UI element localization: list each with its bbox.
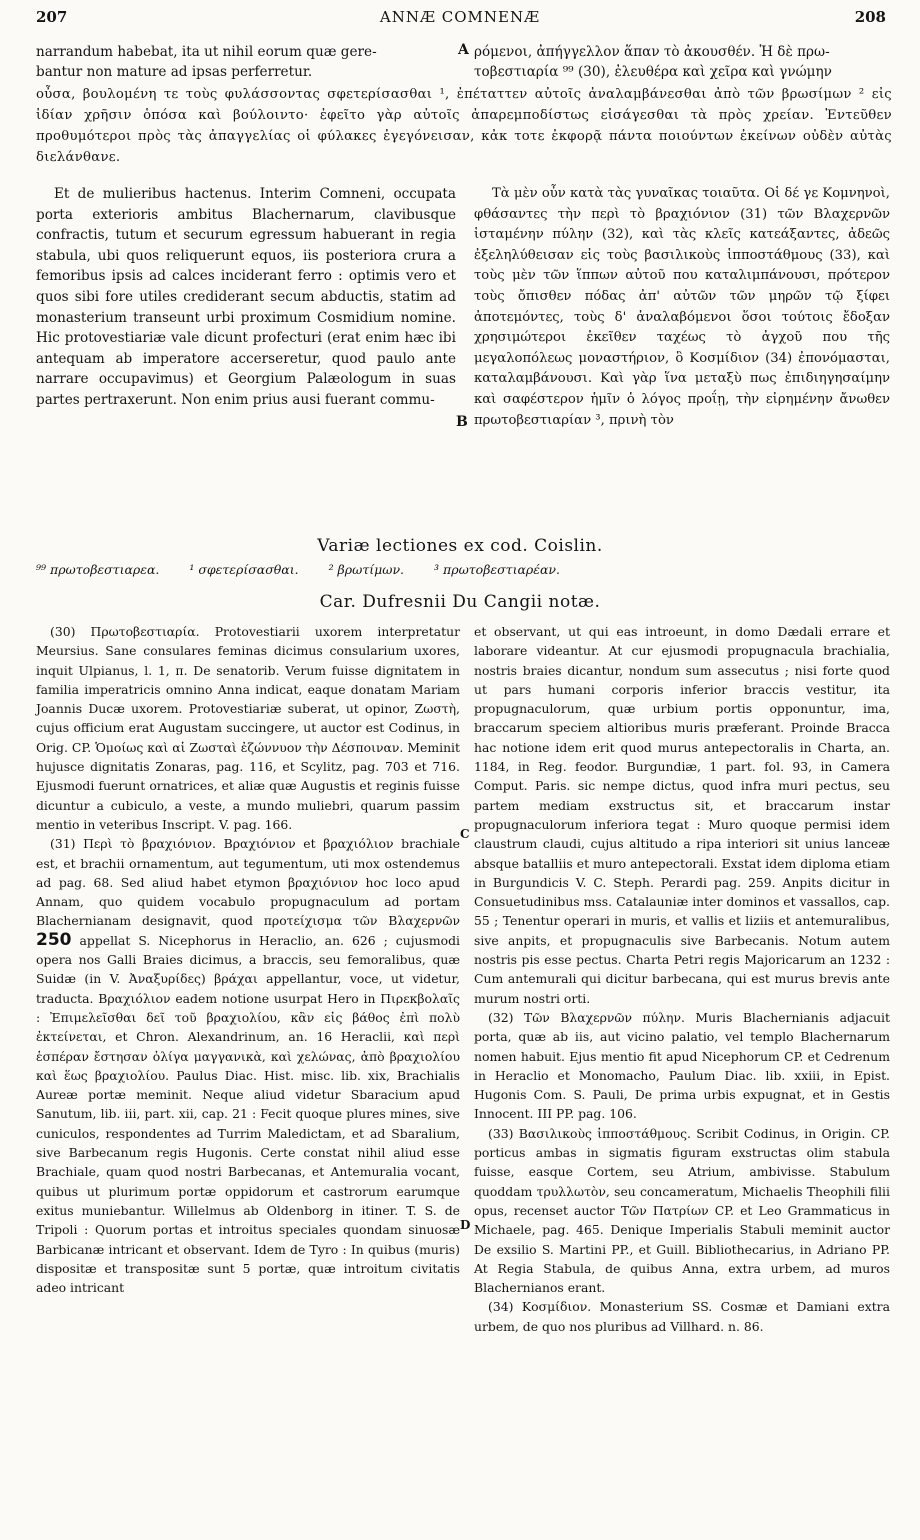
greek-paragraph: Τὰ μὲν οὖν κατὰ τὰς γυναῖκας τοιαῦτα. Οἱ δέ γε Κομνηνοὶ, φθάσαντες τὴν περὶ τὸ βραχιόνιον (31) τῶν Βλαχερνῶν ἱσταμένην πύλην (32), καὶ τὰς κλεῖς κατεάξαντες, ἀδεῶς ἐξεληλύθεισαν εἰς τοὺς βασιλικοὺς ἱπποστάθμους (33), καὶ τοὺς μὲν τῶν ἵππων αὐτοῦ που καταλιμπάνουσι, πρότερον τοὺς ὄπισθεν πόδας ἀπ' αὐτῶν τῶν μηρῶν τῷ ξίφει ἀποτεμόντες, τοὺς δ' ἀναλαβόμενοι ὅσοι τούτοις ἔδοξαν χρησιμώτεροι ἐκεῖθεν ταχέως τὸ ἀγχοῦ που τῆς μεγαλοπόλεως μοναστήριον, ὃ Κοσμίδιον (34) ἐπονόμασται, καταλαμβάνουσι. Καὶ γὰρ ἵνα μεταξὺ πως ἐπιδιηγησαίμην καὶ σαφέστερον ἡμῖν ὁ λόγος προΐῃ, τὴν εἰρημένην ἄνωθεν πρωτοβεστιαρίαν ³, πρινὴ τὸν	[474, 186, 890, 428]
variae-item: ⁹⁹ πρωτοβεστιαρεα.	[36, 562, 160, 577]
note-33: (33) Βασιλικοὺς ἱπποστάθμους. Scribit Codinus, in Origin. CP. porticus ambas in sigmatis figuram exstructas olim stabula fuisse, easque Cortem, seu Atrium, ambivisse. Stabulum quoddam τρυλλωτὸν, seu concameratum, Michaelis Theophili filii opus, recenset auctor Τῶν Πατρίων CP. et Leo Grammaticus in Michaele, pag. 465. Denique Imperialis Stabuli meminit auctor De exsilio S. Martini PP., et Guill. Bibliothecarius, in Adriano PP. At Regia Stabula, de quibus Anna, extra urbem, ad muros Blachernianos erant.	[474, 1125, 890, 1296]
margin-letter-c: C	[460, 827, 470, 841]
variae-item: ³ πρωτοβεστιαρέαν.	[434, 562, 560, 577]
variae-title: Variæ lectiones ex cod. Coislin.	[317, 536, 603, 556]
greek-main	[474, 184, 890, 431]
greek-top	[474, 42, 890, 82]
greek-line: τοβεστιαρία ⁹⁹ (30), ἐλευθέρα καὶ χεῖρα καὶ γνώμην	[474, 64, 832, 80]
latin-paragraph: Et de mulieribus hactenus. Interim Comneni, occupata porta exterioris ambitus Blachernarum, clavibusque confractis, tutum et securum egressum habuerant in regia stabula, ubi quos reliquerunt equos, iis posteriora crura a femoribus ipsis ad calces inciderant ferro : optimis vero et quos sibi fore utiles crediderant secum abductis, statim ad monasterium transeunt urbi proximum Cosmidium nomine. Hic protovestiariæ vale dicunt profecturi (erat enim hæc ibi antequam ab imperatore accerseretur, quod paulo ante narrare occupavimus) et Georgium Palæologum in suas partes pertraxerunt. Non enim prius ausi fuerant commu-	[36, 186, 456, 408]
latin-line: narrandum habebat, ita ut nihil eorum quæ gere-	[36, 44, 377, 60]
variae-item: ² βρωτίμων.	[328, 562, 405, 577]
page-header	[0, 4, 920, 28]
page-number-right: 208	[854, 8, 886, 26]
greek-paragraph: οὖσα, βουλομένη τε τοὺς φυλάσσοντας σφετερίσασθαι ¹, ἐπέταττεν αὐτοῖς ἀναλαμβάνεσθαι ἀπὸ τῶν βρωσίμων ² εἰς ἰδίαν χρῆσιν ὁπόσα καὶ βούλοιντο· ἐφεῖτο γὰρ αὐτοῖς ἀπαρεμποδίστως εἰσάγεσθαι τὰ πρὸς χρείαν. Ἐντεῦθεν προθυμότεροι πρὸς τὰς ἀπαγγελίας οἱ φύλακες ἐγεγόνεισαν, κἀκ τοτε ἐκφορᾷ πάντα ποιούντων ἐκείνων οὐδὲν αὐτὰς διελάνθανε.	[36, 87, 892, 165]
running-title: ANNÆ COMNENÆ	[379, 8, 541, 26]
margin-letter-b: B	[456, 414, 468, 430]
note-31-continued: et observant, ut qui eas introeunt, in domo Dædali errare et laborare videantur. At cur ejusmodi propugnacula brachialia, nostris braies dicantur, nondum sum assecutus ; nisi forte quod ut pars humani corporis inferior braccis vestitur, ita propugnaculorum, quæ urbium portis opponuntur, ima, braccarum speciem altioribus muris præferant. Proinde Bracca hac notione idem erit quod murus antepectoralis in Charta, an. 1184, in Reg. feodor. Burgundiæ, 1 part. fol. 93, in Camera Comput. Paris. sic nempe dictus, quod infra muri pectus, seu partem mediam exstructus sit, et braccarum instar propugnaculorum inferiora tegat : Muro quoque permisi idem claustrum claudi, cujus altitudo a ripa interiori sit unius lanceæ absque batalliis et muro antepectorali. Exstat idem diploma etiam in Burgundicis V. C. Steph. Perardi pag. 259. Anpits dicitur in Consuetudinibus mss. Catalauniæ inter dominos et vassallos, cap. 55 ; Tenentur operari in muris, et vallis et liziis et antemuralibus, sive anpits, et propugnaculis sive Barbecanis. Notum autem nostris pis esse pectus. Charta Petri regis Majoricarum an 1232 : Cum antemurali qui dicitur barbecana, qui est murus brevis ante murum nostri orti.	[474, 624, 890, 1006]
variae-list	[36, 562, 896, 577]
note-30: (30) Πρωτοβεστιαρία. Protovestiarii uxorem interpretatur Meursius. Sane consulares feminas dicimus consularium uxores, inquit Ulpianus, l. 1, π. De senatorib. Verum fuisse dignitatem in familia imperatricis omnino Anna indicat, eaque donatam Mariam Joannis Ducæ uxorem. Protovestiariæ suberat, ut opinor, Ζωστὴ, cujus officium erat Augustam succingere, ut auctor est Codinus, in Orig. CP. Ὁμοίως καὶ αἱ Ζωσταὶ ἐζώννυον τὴν Δέσποιναν. Meminit hujusce dignitatis Zonaras, pag. 116, et Scylitz, pag. 703 et 716. Ejusmodi fuerunt ornatrices, et aliæ quæ Augustis et reginis fuisse dicuntur a cubiculo, a veste, a mundo muliebri, quarum passim mentio in veteribus Inscript. V. pag. 166.	[36, 624, 460, 832]
note-31-part2: appellat S. Nicephorus in Heraclio, an. 626 ; cujusmodi opera nos Galli Braies dicimus, a braccis, seu femoralibus, quæ Suidæ (in V. Ἀναξυρίδες) βράχαι appellantur, voce, ut videtur, traducta. Βραχιόλιον eadem notione usurpat Hero in Πιρεκβολαῖς : Ἐπιμελεῖσθαι δεῖ τοῦ βραχιολίου, κἂν εἰς βάθος ἐπὶ πολὺ ἐκτείνεται, et Chron. Alexandrinum, an. 16 Heraclii, καὶ περὶ ἑσπέραν ἔστησαν ὀλίγα μαγγανικὰ, καὶ χελώνας, ἀπὸ βραχιολίου καὶ ἕως βραχιολίου. Paulus Diac. Hist. misc. lib. xix, Brachialis Aureæ portæ meminit. Neque aliud videtur Sbaracium apud Sanutum, lib. iii, part. xii, cap. 21 : Fecit quoque plures mines, sive cuniculos, respondentes ad Turrim Maledictam, et ad Sbaralium, sive Barbecanum regis Hugonis. Certe constat nihil aliud esse Brachiale, quam quod nostri Barbecanas, et Antemuralia vocant, quibus ut plurimum portæ oppidorum et castrorum earumque exitus muniebantur. Willelmus ab Oldenborg in itiner. T. S. de Tripoli : Quorum portas et introitus speciales quondam sinuosæ Barbicanæ intricant et observant. Idem de Tyro : In quibus (muris) dispositæ et transpositæ sunt 5 portæ, quæ introitum civitatis adeo intricant	[36, 932, 460, 1296]
notes-title: Car. Dufresnii Du Cangii notæ.	[319, 592, 601, 612]
latin-line: bantur non mature ad ipsas perferretur.	[36, 64, 313, 80]
variae-item: ¹ σφετερίσασθαι.	[189, 562, 299, 577]
note-31-part1: (31) Περὶ τὸ βραχιόνιον. Βραχιόνιον et βραχιόλιον brachiale est, et brachii ornamentum, aut tegumentum, uti mox ostendemus ad pag. 68. Sed aliud habet etymon βραχιόνιον hoc loco apud Annam, quo quidem vocabulo propugnaculum ad portam Blachernianam designavit, quod προτείχισμα τῶν Βλαχερνῶν	[36, 836, 460, 929]
page-number-left: 207	[36, 8, 68, 26]
notes-left-column	[36, 622, 460, 1297]
greek-line: ρόμενοι, ἀπήγγελλον ἅπαν τὸ ἀκουσθέν. Ἡ δὲ πρω-	[474, 44, 830, 60]
margin-letter-a: A	[458, 42, 469, 58]
note-31	[36, 834, 460, 1297]
greek-full-block	[36, 84, 892, 168]
note-34: (34) Κοσμίδιον. Monasterium SS. Cosmæ et Damiani extra urbem, de quo nos pluribus ad Villhard. n. 86.	[474, 1299, 890, 1334]
notes-right-column	[474, 622, 890, 1336]
latin-top	[36, 42, 456, 82]
library-stamp: 250	[36, 929, 72, 950]
margin-letter-d: D	[460, 1218, 471, 1232]
latin-main	[36, 184, 456, 411]
note-32: (32) Τῶν Βλαχερνῶν πύλην. Muris Blachernianis adjacuit porta, quæ ab iis, aut vicino palatio, vel templo Blachernarum nomen habuit. Ejus mentio fit apud Nicephorum CP. et Cedrenum in Heraclio et Monomacho, Paulum Diac. lib. xxiii, in Epist. Hugonis Com. S. Pauli, De prima urbis expugnat, et in Gestis Innocent. III PP. pag. 106.	[474, 1009, 890, 1122]
